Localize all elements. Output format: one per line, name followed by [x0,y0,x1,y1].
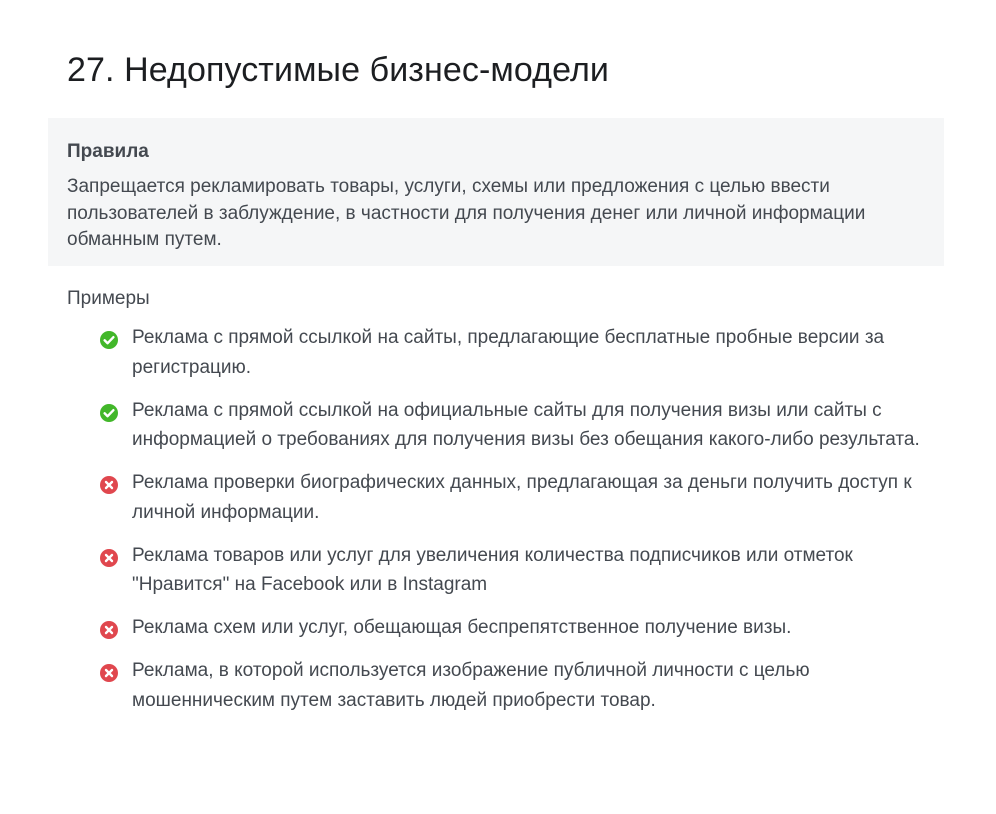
check-circle-icon [100,402,118,420]
x-circle-icon [100,619,118,637]
example-item [100,396,950,455]
example-item [100,323,950,382]
page-title: 27. Недопустимые бизнес-модели [67,51,609,89]
example-item [100,468,950,527]
rules-heading: Правила [67,141,149,162]
examples-list [100,323,950,729]
example-item [100,656,950,715]
example-text: Реклама, в которой используется изображение публичной личности с целью мошенническим путем заставить людей приобрести товар. [132,660,810,711]
check-circle-icon [100,329,118,347]
example-text: Реклама с прямой ссылкой на официальные сайты для получения визы или сайты с информацией о требованиях для получения визы без обещания какого-либо результата. [132,399,920,450]
x-circle-icon [100,547,118,565]
example-item [100,613,950,643]
example-text: Реклама проверки биографических данных, предлагающая за деньги получить доступ к личной информации. [132,472,912,523]
example-text: Реклама с прямой ссылкой на сайты, предлагающие бесплатные пробные версии за регистрацию. [132,327,885,378]
example-item [100,541,950,600]
x-circle-icon [100,662,118,680]
rules-text: Запрещается рекламировать товары, услуги, схемы или предложения с целью ввести пользователей в заблуждение, в частности для получения денег или личной информации обманным путем. [67,176,866,250]
example-text: Реклама товаров или услуг для увеличения количества подписчиков или отметок "Нравится" на Facebook или в Instagram [132,544,853,595]
x-circle-icon [100,474,118,492]
rules-box [48,118,944,266]
examples-label: Примеры [67,288,150,309]
example-text: Реклама схем или услуг, обещающая беспрепятственное получение визы. [132,617,792,638]
